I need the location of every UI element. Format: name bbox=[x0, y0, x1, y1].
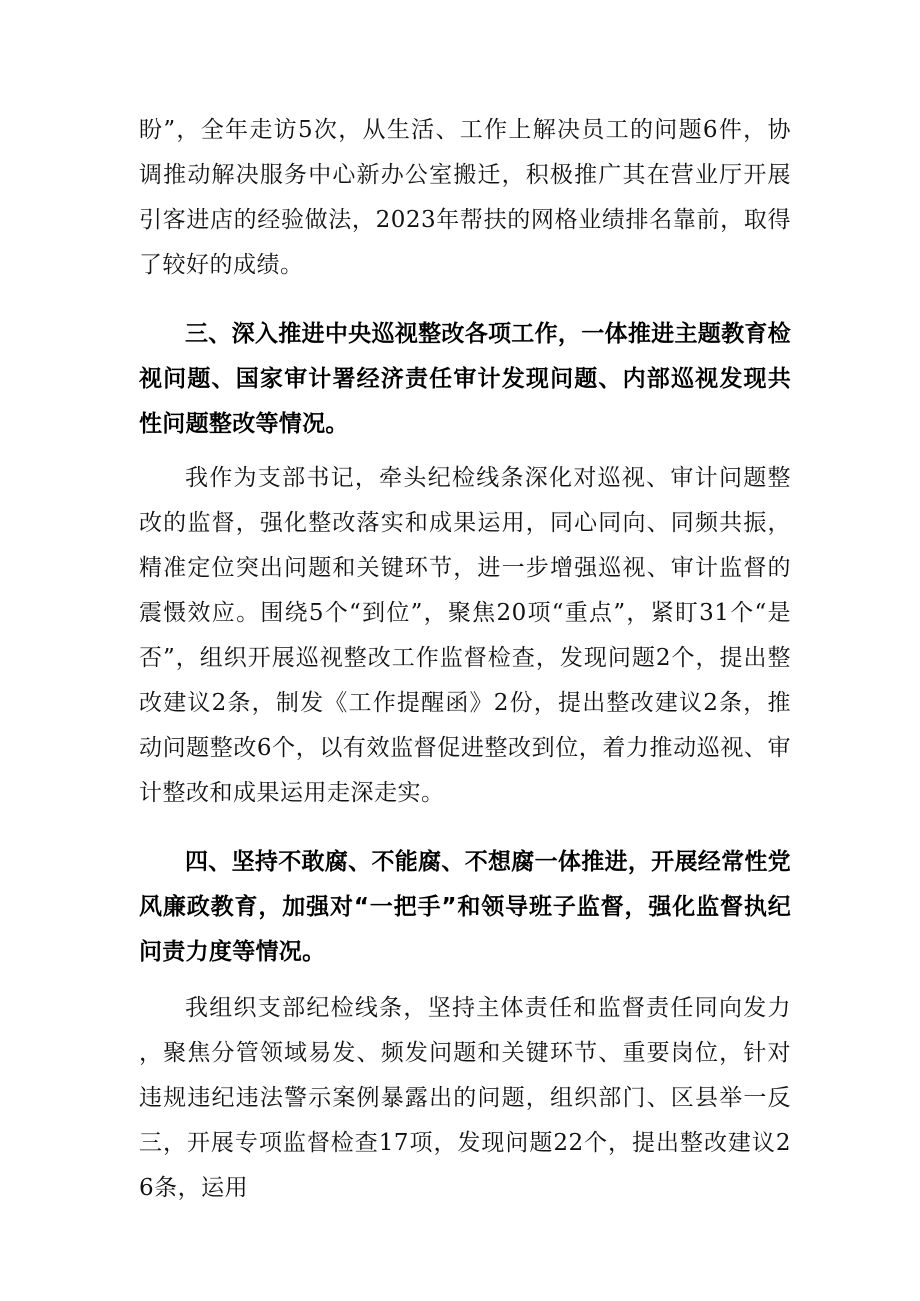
body-paragraph-inspection-rectification: 我作为支部书记，牵头纪检线条深化对巡视、审计问题整改的监督，强化整改落实和成果运用，同心同向、同频共振，精准定位突出问题和关键环节，进一步增强巡视、审计监督的震慑效应。围绕5个“到位”，聚焦20项“重点”，紧盯31个“是否”，组织开展巡视整改工作监督检查，发现问题2个，提出整改建议2条，制发《工作提醒函》2份，提出整改建议2条，推动问题整改6个，以有效监督促进整改到位，着力推动巡视、审计整改和成果运用走深走实。 bbox=[139, 465, 791, 806]
section-heading-4: 四、坚持不敢腐、不能腐、不想腐一体推进，开展经常性党风廉政教育，加强对“一把手”和领导班子监督，强化监督执纪问责力度等情况。 bbox=[139, 849, 791, 965]
body-paragraph-continued: 盼”，全年走访5次，从生活、工作上解决员工的问题6件，协调推动解决服务中心新办公室搬迁，积极推广其在营业厅开展引客进店的经验做法，2023年帮扶的网格业绩排名靠前，取得了较好的成绩。 bbox=[139, 117, 791, 278]
body-paragraph-discipline-supervision: 我组织支部纪检线条，坚持主体责任和监督责任同向发力，聚焦分管领域易发、频发问题和关键环节、重要岗位，针对违规违纪违法警示案例暴露出的问题，组织部门、区县举一反三，开展专项监督检查17项，发现问题22个，提出整改建议26条，运用 bbox=[139, 995, 791, 1201]
section-heading-3: 三、深入推进中央巡视整改各项工作，一体推进主题教育检视问题、国家审计署经济责任审计发现问题、内部巡视发现共性问题整改等情况。 bbox=[139, 321, 791, 437]
